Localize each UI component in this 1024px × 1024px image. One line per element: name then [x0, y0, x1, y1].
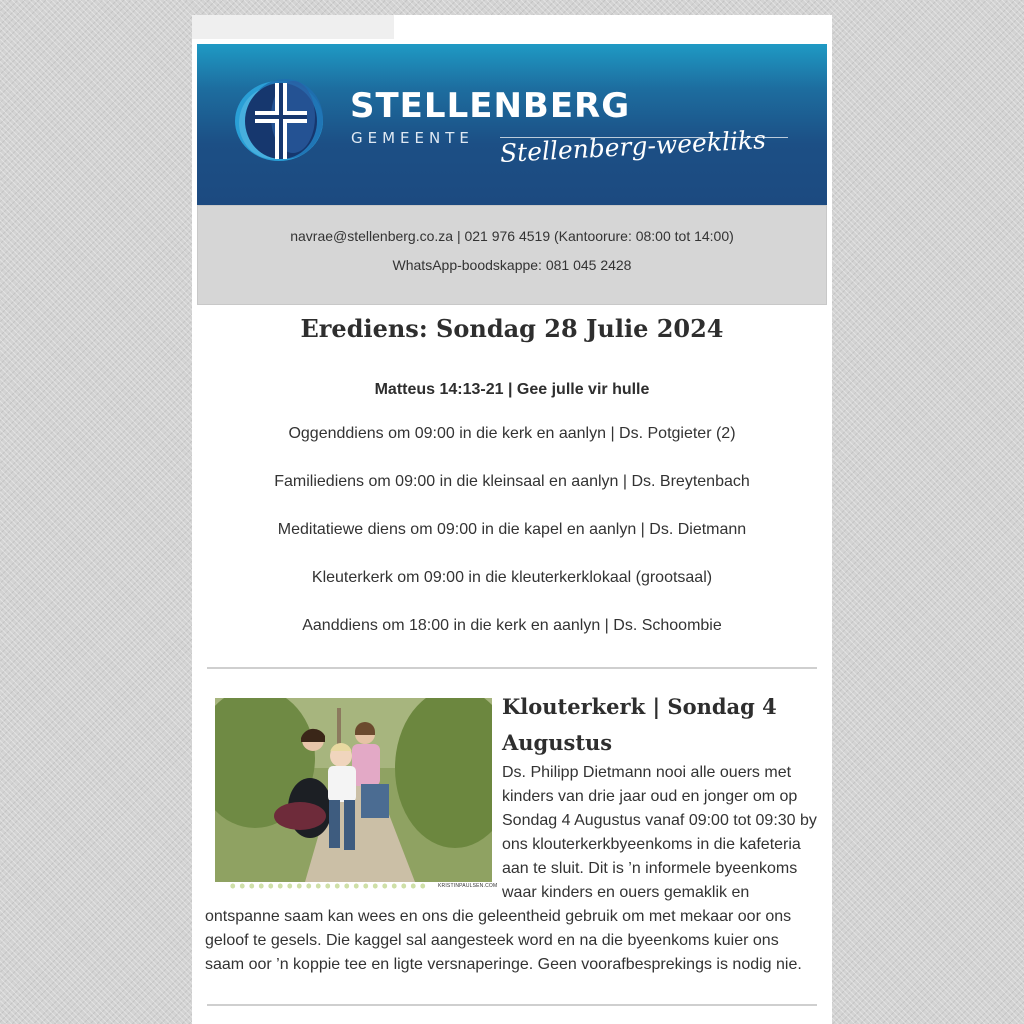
contact-box [197, 205, 827, 305]
section-divider [207, 1004, 817, 1006]
article-text-line: aan te sluit. Dit is ’n informele byeenkoms [502, 860, 798, 877]
article-text-line: saam oor ’n koppie tee en ligte versnaperinge. Geen voorafbesprekings is nodig nie. [205, 956, 802, 973]
newsletter-email [192, 15, 832, 1024]
article-text-line: kinders van drie jaar oud en jonger om op [502, 788, 798, 805]
newsletter-tagline: Stellenberg-weekliks [499, 125, 767, 168]
service-item: Meditatiewe diens om 09:00 in die kapel en aanlyn | Ds. Dietmann [277, 521, 747, 538]
service-item: Kleuterkerk om 09:00 in die kleuterkerklokaal (grootsaal) [311, 569, 713, 586]
brand-name: STELLENBERG [350, 86, 631, 126]
header-banner [197, 44, 827, 205]
article-text-line: waar kinders en ouers gemaklik en [502, 884, 750, 901]
service-title: Erediens: Sondag 28 Julie 2024 [300, 314, 724, 343]
brand-subtitle: GEMEENTE [351, 129, 474, 147]
preheader-bar [192, 15, 394, 39]
scripture-reading: Matteus 14:13-21 | Gee julle vir hulle [374, 381, 650, 398]
service-item: Aanddiens om 18:00 in die kerk en aanlyn | Ds. Schoombie [302, 617, 722, 634]
article-title-line: Augustus [502, 730, 613, 755]
service-item: Familiediens om 09:00 in die kleinsaal en aanlyn | Ds. Breytenbach [274, 473, 750, 490]
article-text-line: geloof te gesels. Die kaggel sal aangesteek word en na die byeenkoms kuier ons [205, 932, 779, 949]
article-title-line: Klouterkerk | Sondag 4 [502, 694, 777, 719]
photo-decoration [228, 882, 428, 890]
contact-whatsapp: WhatsApp-boodskappe: 081 045 2428 [392, 257, 632, 273]
article-text-line: Ds. Philipp Dietmann nooi alle ouers met [502, 764, 792, 781]
photo-credit: KRISTINPAULSEN.COM [438, 883, 498, 889]
family-photo [215, 698, 492, 882]
contact-email-phone[interactable]: navrae@stellenberg.co.za | 021 976 4519 (Kantoorure: 08:00 tot 14:00) [290, 228, 734, 244]
section-divider [207, 667, 817, 669]
article-text-line: Sondag 4 Augustus vanaf 09:00 tot 09:30 by [502, 812, 817, 829]
article-title [502, 689, 822, 761]
cross-logo-icon [233, 77, 329, 165]
service-item: Oggenddiens om 09:00 in die kerk en aanlyn | Ds. Potgieter (2) [288, 425, 736, 442]
article-text-line: ons klouterkerkbyeenkoms in die kafeteria [502, 836, 801, 853]
article-text-line: ontspanne saam kan wees en ons die geleentheid gebruik om met mekaar oor ons [205, 908, 792, 925]
